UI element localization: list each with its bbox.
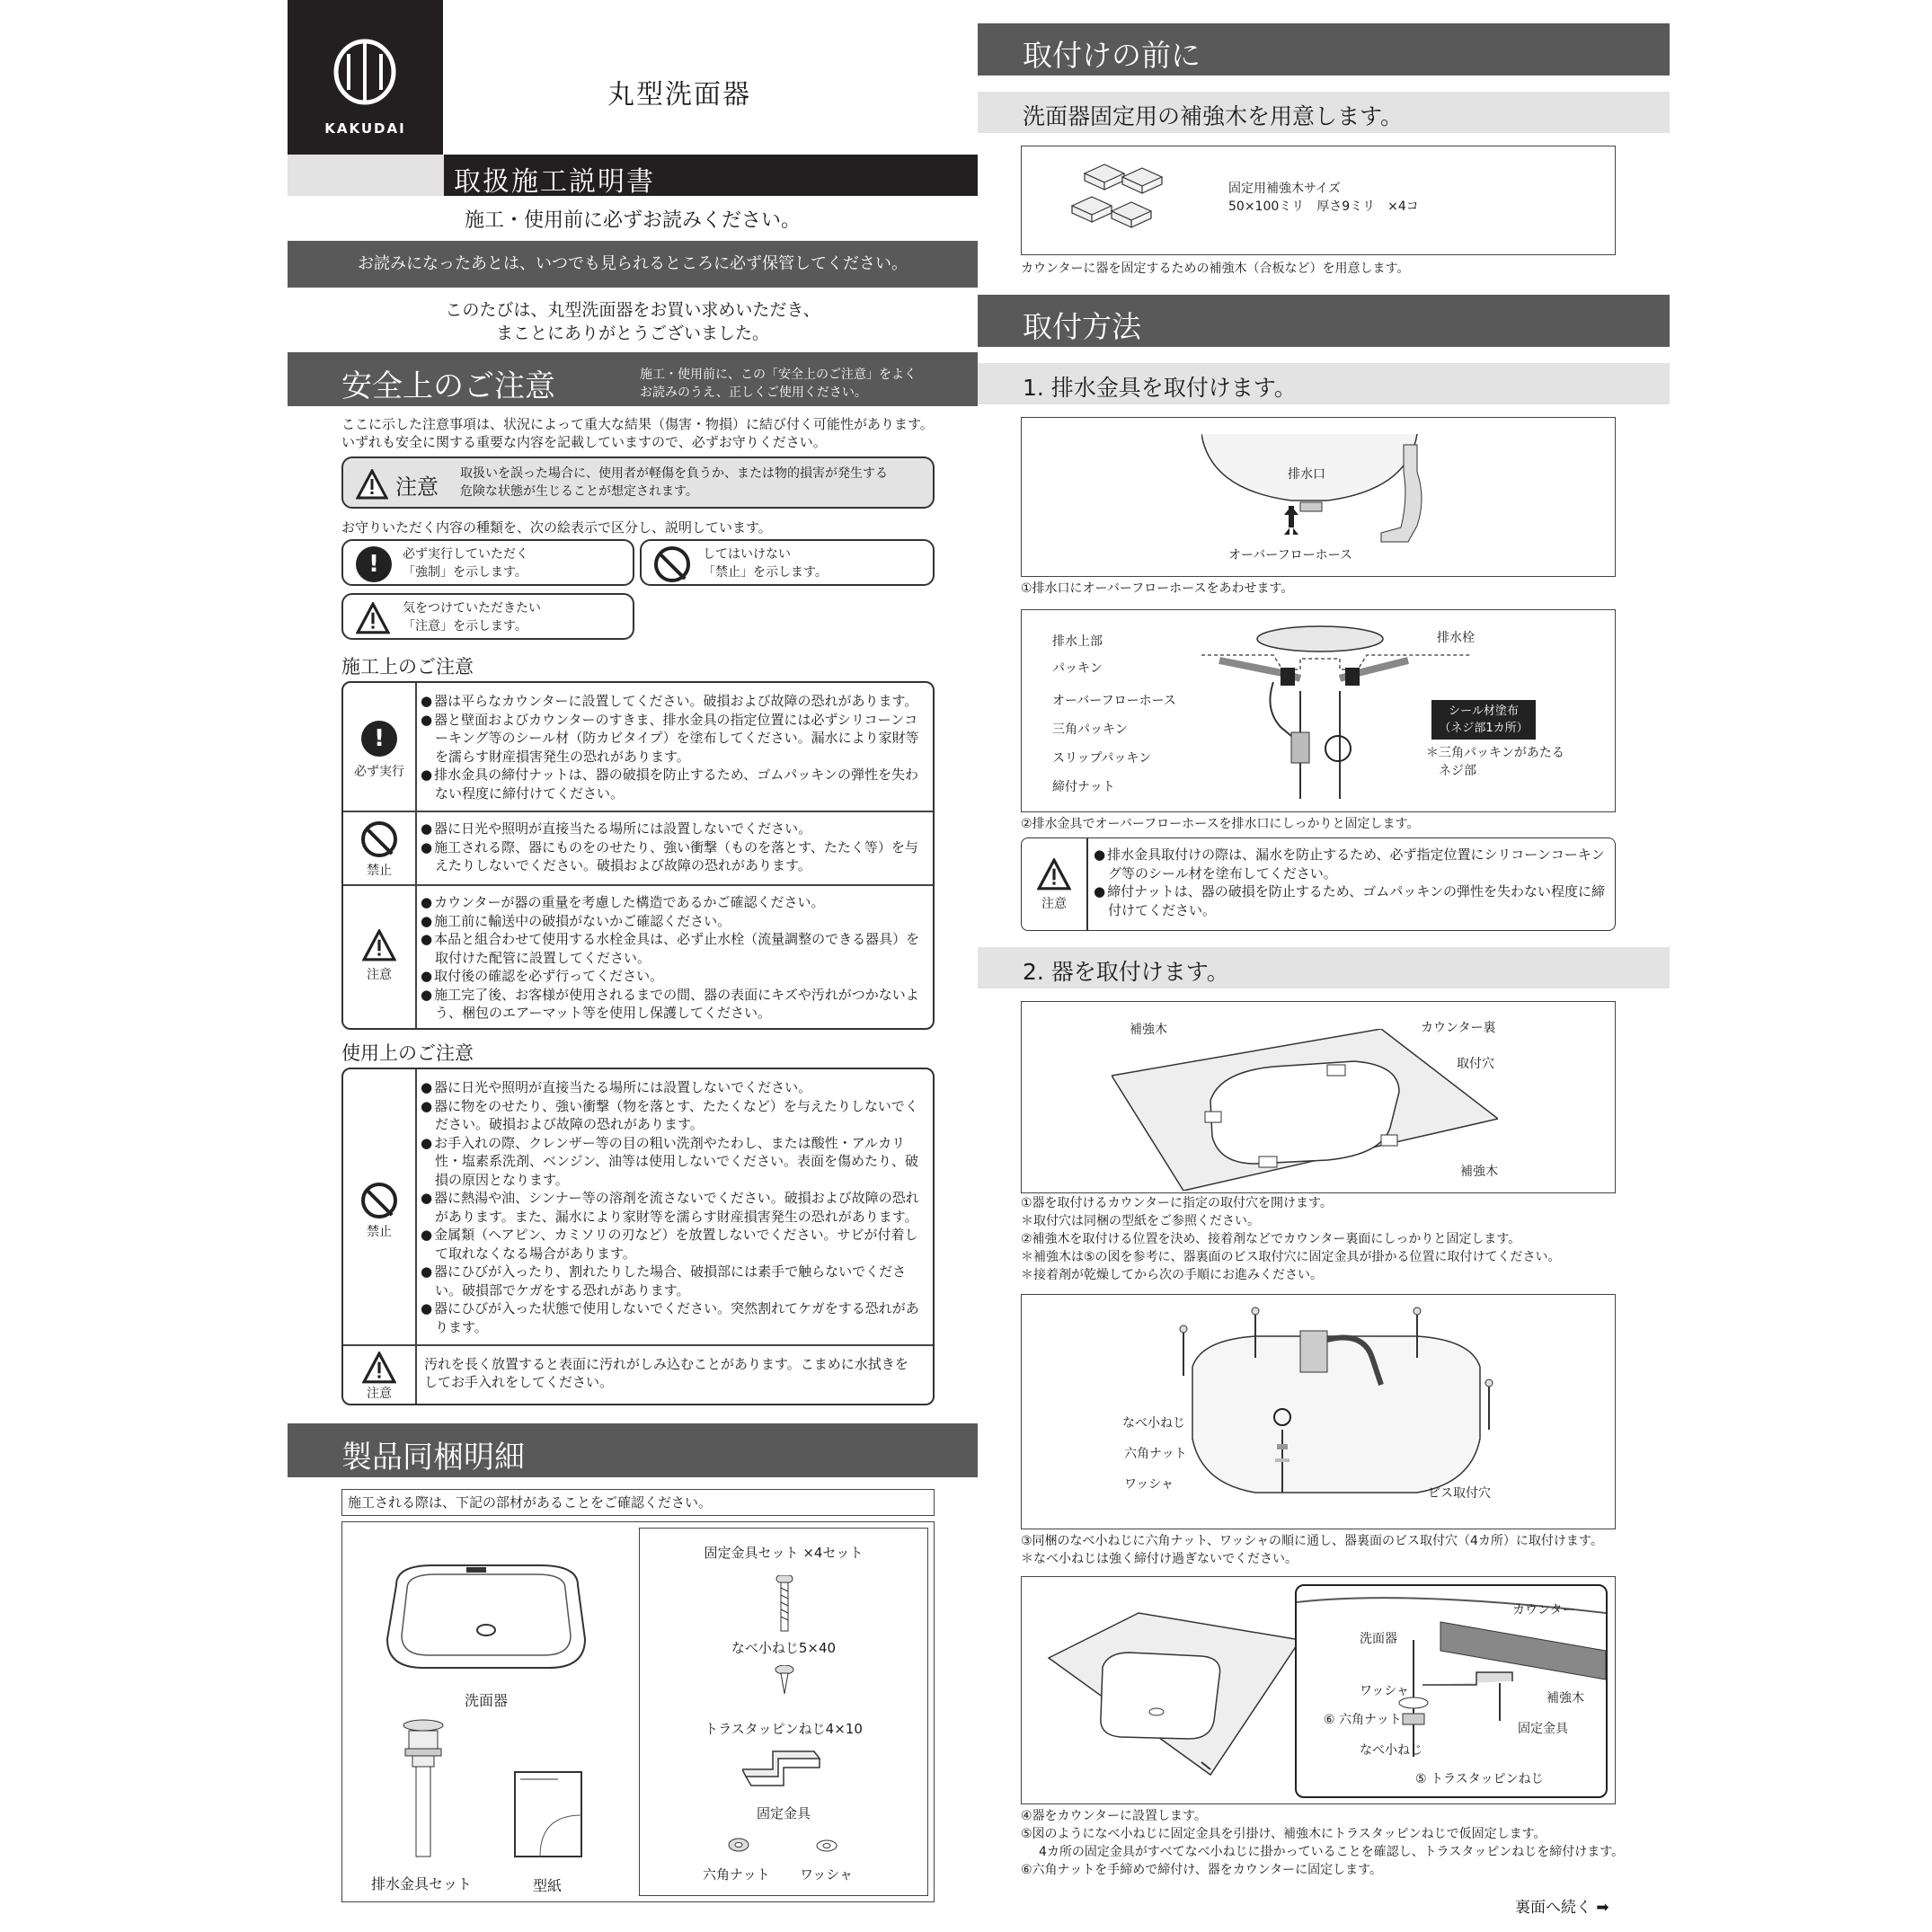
- bracket-label: 固定金具: [756, 1805, 811, 1821]
- construction-must-list: [421, 692, 929, 802]
- step2-title: 2. 器を取付けます。: [1023, 959, 1229, 985]
- usage-table: [341, 1068, 935, 1405]
- construction-caution-list: [421, 893, 929, 1023]
- list-item: ● 施工される際、器にものをのせたり、強い衝撃（ものを落とす、たたく等）を与えたりしないでください。破損および故障の恐れがあります。: [421, 838, 929, 875]
- manual-title: 取扱施工説明書: [454, 166, 655, 198]
- continue-label: 裏面へ続く: [1515, 1899, 1591, 1917]
- caution-label: 注意: [1041, 897, 1067, 911]
- fixing-set-title: 固定金具セット ×4セット: [704, 1545, 864, 1561]
- caption-5-1: ④器をカウンターに設置します。: [1021, 1809, 1207, 1823]
- list-item: ● 器に物をのせたり、強い衝撃（物を落とす、たたくなど）を与えたりしないでください。破損および故障の恐れがあります。: [421, 1097, 929, 1134]
- contents-title: 製品同梱明細: [341, 1440, 525, 1476]
- list-item: ● 施工前に輸送中の破損がないかご確認ください。: [421, 912, 929, 931]
- pan-screw-label: なべ小ねじ5×40: [731, 1640, 837, 1656]
- list-item: ● 締付ナットは、器の破損を防止するため、ゴムパッキンの弾性を失わない程度に締付けてください。: [1094, 882, 1608, 919]
- drain-plug-label: 排水栓: [1437, 631, 1475, 645]
- list-item: ● 器にひびが入った状態で使用しないでください。突然割れてケガをする恐れがあります。: [421, 1299, 929, 1336]
- legend-prohibit: [640, 539, 935, 586]
- basin-illustration: [378, 1558, 594, 1675]
- seal-callout: [1431, 700, 1536, 740]
- product-title: 丸型洗面器: [607, 79, 751, 111]
- wood-label-top: 補強木: [1130, 1023, 1167, 1037]
- template-illustration: [513, 1770, 585, 1860]
- drain-caution-box: [1021, 837, 1616, 931]
- caption-4-2: ＊なべ小ねじは強く締付け過ぎないでください。: [1021, 1552, 1298, 1566]
- wood-size-2: 50×100ミリ 厚さ9ミリ ×4コ: [1228, 199, 1419, 214]
- caution-definition: [341, 456, 935, 509]
- caption-4-1: ③同梱のなべ小ねじに六角ナット、ワッシャの順に通し、器裏面のビス取付穴（4カ所）に取付けます。: [1021, 1534, 1603, 1548]
- hex-nut-label-d5: ⑥ 六角ナット: [1324, 1713, 1402, 1727]
- legend-must: [341, 539, 634, 586]
- washer-label-d4: ワッシャ: [1124, 1477, 1174, 1492]
- drain-caution-list: [1094, 846, 1608, 919]
- drain-assembly-illustration: [1201, 619, 1471, 808]
- safety-note-1: 施工・使用前に、この「安全上のご注意」をよく: [640, 368, 917, 382]
- read-notice: 施工・使用前に必ずお読みください。: [464, 209, 801, 232]
- triangle-packing-label: 三角パッキン: [1052, 722, 1128, 737]
- screw-holes-label: ビス取付穴: [1428, 1486, 1491, 1501]
- diagram-install: [1021, 1576, 1616, 1804]
- pan-screw-label-d5: なべ小ねじ: [1360, 1743, 1422, 1758]
- bracket-label-d5: 固定金具: [1518, 1722, 1568, 1736]
- list-item: ● 器に熱湯や油、シンナー等の溶剤を流さないでください。破損および故障の恐れがあります。また、漏水により家財等を濡らす財産損害発生の恐れがあります。: [421, 1189, 929, 1226]
- list-item: ● 排水金具取付けの際は、漏水を防止するため、必ず指定位置にシリコーンコーキング等のシール材を塗布してください。: [1094, 846, 1608, 882]
- caption-3-4: ＊補強木は⑤の図を参考に、器裏面のビス取付穴に固定金具が掛かる位置に取付けてください。: [1021, 1250, 1561, 1264]
- reinforcement-wood-illustration: [1067, 159, 1173, 244]
- prohibit-label: 禁止: [367, 864, 392, 878]
- counter-label-d5: カウンター: [1512, 1603, 1575, 1617]
- list-item: ● 排水金具の締付ナットは、器の破損を防止するため、ゴムパッキンの弾性を失わない程度に締付けてください。: [421, 766, 929, 802]
- caution-label: 注意: [395, 474, 439, 500]
- caution-label: 注意: [367, 968, 392, 982]
- wood-label-d5: 補強木: [1546, 1691, 1584, 1706]
- drain-top-label: 排水上部: [1052, 634, 1103, 649]
- continue-note: [1515, 1894, 1609, 1917]
- arrow-right-icon: ➡: [1596, 1899, 1609, 1917]
- caption-3-5: ＊接着剤が乾燥してから次の手順にお進みください。: [1021, 1268, 1323, 1282]
- wood-caption: カウンターに器を固定するための補強木（合板など）を用意します。: [1021, 261, 1410, 276]
- contents-note: 施工される際は、下記の部材があることをご確認ください。: [341, 1489, 935, 1516]
- legend-must-1: 必ず実行していただく: [403, 547, 528, 562]
- usage-caution-1: 汚れを長く放置すると表面に汚れがしみ込むことがあります。こまめに水拭きを: [424, 1356, 908, 1372]
- list-item: ● 本品と組合わせて使用する水栓金具は、必ず止水栓（流量調整のできる器具）を取付けた配管に設置してください。: [421, 930, 929, 967]
- caption-1: ①排水口にオーバーフローホースをあわせます。: [1021, 581, 1294, 596]
- mandatory-icon: !: [356, 546, 392, 582]
- caption-3-2: ＊取付穴は同梱の型紙をご参照ください。: [1021, 1214, 1260, 1228]
- thanks-line-2: まことにありがとうございました。: [495, 323, 769, 343]
- hex-nut-label-d4: 六角ナット: [1124, 1447, 1187, 1461]
- packing-label: パッキン: [1052, 661, 1103, 676]
- list-item: ● カウンターが器の重量を考慮した構造であるかご確認ください。: [421, 893, 929, 912]
- list-item: ● お手入れの際、クレンザー等の目の粗い洗剤やたわし、または酸性・アルカリ性・塩素系洗剤、ベンジン、油等は使用しないでください。表面を傷めたり、破損の原因となります。: [421, 1134, 929, 1190]
- pan-screw-illustration: [775, 1575, 794, 1633]
- drain-outlet-label: 排水口: [1288, 467, 1325, 482]
- seal-callout-1: シール材塗布: [1449, 705, 1519, 718]
- thanks-line-1: このたびは、丸型洗面器をお買い求めいただき、: [445, 300, 820, 320]
- caution-label: 注意: [367, 1387, 392, 1401]
- usage-prohibit-list: [421, 1078, 929, 1336]
- warning-triangle-icon: [356, 469, 388, 500]
- safety-note-2: お読みのうえ、正しくご使用ください。: [640, 386, 867, 400]
- tapping-screw-illustration: [775, 1665, 794, 1696]
- before-sub: 洗面器固定用の補強木を用意します。: [1023, 103, 1404, 129]
- list-item: ● 器に日光や照明が直接当たる場所には設置しないでください。: [421, 1078, 929, 1097]
- tapping-screw-label: トラスタッピンねじ4×10: [705, 1721, 863, 1737]
- drain-outlet-illustration: [1201, 427, 1453, 562]
- legend-must-2: 「強制」を示します。: [403, 565, 527, 580]
- contents-box: [341, 1521, 935, 1902]
- install-illustration: [1031, 1604, 1300, 1784]
- construction-prohibit-list: [421, 820, 929, 875]
- legend-prohibit-1: してはいけない: [703, 547, 791, 562]
- method-title: 取付方法: [1023, 309, 1141, 344]
- list-item: ● 器と壁面およびカウンターのすきま、排水金具の指定位置には必ずシリコーンコーキング等のシール材（防カビタイプ）を塗布してください。漏水により家財等を濡らす財産損害発生の恐れがあります。: [421, 711, 929, 767]
- warning-triangle-icon: [362, 1352, 396, 1384]
- caution-text-1: 取扱いを誤った場合に、使用者が軽傷を負うか、または物的損害が発生する: [460, 466, 888, 481]
- diagram-basin-underside: [1021, 1294, 1616, 1529]
- caption-2: ②排水金具でオーバーフローホースを排水口にしっかりと固定します。: [1021, 817, 1420, 831]
- template-label: 型紙: [533, 1877, 563, 1894]
- diagram-counter-back: [1021, 1001, 1616, 1193]
- caption-5-3: 4カ所の固定金具がすべてなべ小ねじに掛かっていることを確認し、トラスタッピンねじを締付けます。: [1039, 1845, 1625, 1859]
- must-label: 必ず実行: [354, 765, 404, 779]
- list-item: ● 金属類（ヘアピン、カミソリの刃など）を放置しないでください。サビが付着して取れなくなる場合があります。: [421, 1226, 929, 1263]
- wood-label-bottom: 補強木: [1460, 1165, 1498, 1179]
- diagram-drain-outlet: [1021, 417, 1616, 577]
- mount-hole-label: 取付穴: [1457, 1057, 1494, 1071]
- washer-label: ワッシャ: [800, 1866, 853, 1883]
- basin-label: 洗面器: [465, 1692, 509, 1709]
- basin-label-d5: 洗面器: [1360, 1632, 1397, 1646]
- step1-title: 1. 排水金具を取付けます。: [1023, 375, 1297, 401]
- prohibit-icon: [654, 546, 690, 582]
- seal-note-2: ネジ部: [1439, 764, 1476, 778]
- hex-nut-illustration: [728, 1838, 749, 1852]
- tapping-screw-label-d5: ⑤ トラスタッピンねじ: [1415, 1772, 1544, 1786]
- warning-triangle-icon: [356, 602, 390, 634]
- keep-notice: お読みになったあとは、いつでも見られるところに必ず保管してください。: [288, 241, 978, 288]
- wood-size-1: 固定用補強木サイズ: [1228, 182, 1341, 196]
- wood-box: [1021, 146, 1616, 255]
- safety-intro-1: ここに示した注意事項は、状況によって重大な結果（傷害・物損）に結び付く可能性があります。: [341, 416, 934, 432]
- drain-set-illustration: [396, 1718, 450, 1862]
- prohibit-label: 禁止: [367, 1225, 392, 1239]
- install-detail-box: [1295, 1584, 1608, 1798]
- legend-caution: [341, 593, 634, 640]
- washer-label-d5: ワッシャ: [1360, 1684, 1410, 1698]
- caption-5-4: ⑥六角ナットを手締めで締付け、器をカウンターに固定します。: [1021, 1863, 1383, 1877]
- safety-intro-2: いずれも安全に関する重要な内容を記載していますので、必ずお守りください。: [341, 434, 827, 450]
- warning-triangle-icon: [1037, 858, 1071, 891]
- mandatory-icon: !: [361, 721, 397, 757]
- list-item: ● 取付後の確認を必ず行ってください。: [421, 967, 929, 986]
- slip-packing-label: スリップパッキン: [1052, 751, 1152, 766]
- list-item: ● 施工完了後、お客様が使用されるまでの間、器の表面にキズや汚れがつかないよう、梱包のエアーマット等を使用し保護してください。: [421, 986, 929, 1023]
- logo-block: [288, 0, 443, 155]
- caution-text-2: 危険な状態が生じることが想定されます。: [460, 484, 698, 499]
- list-item: ● 器は平らなカウンターに設置してください。破損および故障の恐れがあります。: [421, 692, 929, 711]
- seal-callout-2: （ネジ部1カ所）: [1439, 722, 1529, 735]
- list-item: ● 器に日光や照明が直接当たる場所には設置しないでください。: [421, 820, 929, 838]
- safety-title: 安全上のご注意: [341, 368, 555, 404]
- legend-intro: お守りいただく内容の種類を、次の絵表示で区分し、説明しています。: [341, 519, 772, 536]
- legend-caution-2: 「注意」を示します。: [403, 619, 527, 634]
- legend-prohibit-2: 「禁止」を示します。: [703, 565, 828, 580]
- construction-title: 施工上のご注意: [341, 656, 474, 678]
- counter-back-label: カウンター裏: [1421, 1021, 1496, 1035]
- warning-triangle-icon: [362, 929, 396, 962]
- seal-note-1: ＊三角パッキンがあたる: [1426, 746, 1564, 760]
- caption-5-2: ⑤図のようになべ小ねじに固定金具を引掛け、補強木にトラスタッピンねじで仮固定します。: [1021, 1827, 1546, 1841]
- usage-title: 使用上のご注意: [341, 1042, 474, 1064]
- bracket-illustration: [742, 1750, 825, 1789]
- construction-table: [341, 681, 935, 1030]
- kakudai-logo-icon: [332, 38, 398, 110]
- legend-caution-1: 気をつけていただきたい: [403, 601, 541, 616]
- counter-back-illustration: [1112, 1029, 1498, 1191]
- prohibit-icon: [361, 1183, 397, 1219]
- brand-name: KAKUDAI: [324, 120, 406, 137]
- prohibit-icon: [361, 821, 397, 857]
- caption-3-1: ①器を取付けるカウンターに指定の取付穴を開けます。: [1021, 1196, 1333, 1210]
- usage-caution-2: してお手入れをしてください。: [424, 1374, 614, 1390]
- washer-illustration: [816, 1839, 837, 1852]
- caption-3-3: ②補強木を取付ける位置を決め、接着剤などでカウンター裏面にしっかりと固定します。: [1021, 1232, 1521, 1246]
- hex-nut-label: 六角ナット: [703, 1866, 770, 1883]
- tight-nut-label: 締付ナット: [1052, 780, 1115, 794]
- overflow-hose-label-2: オーバーフローホース: [1052, 694, 1176, 708]
- pan-screw-label-d4: なべ小ねじ: [1122, 1416, 1185, 1431]
- fixing-set-box: [639, 1528, 928, 1896]
- before-title: 取付けの前に: [1023, 38, 1201, 73]
- overflow-hose-label: オーバーフローホース: [1228, 548, 1352, 563]
- diagram-drain-assembly: [1021, 609, 1616, 812]
- list-item: ● 器にひびが入ったり、割れたりした場合、破損部には素手で触らないでください。破損部でケガをする恐れがあります。: [421, 1263, 929, 1299]
- drain-set-label: 排水金具セット: [371, 1875, 473, 1892]
